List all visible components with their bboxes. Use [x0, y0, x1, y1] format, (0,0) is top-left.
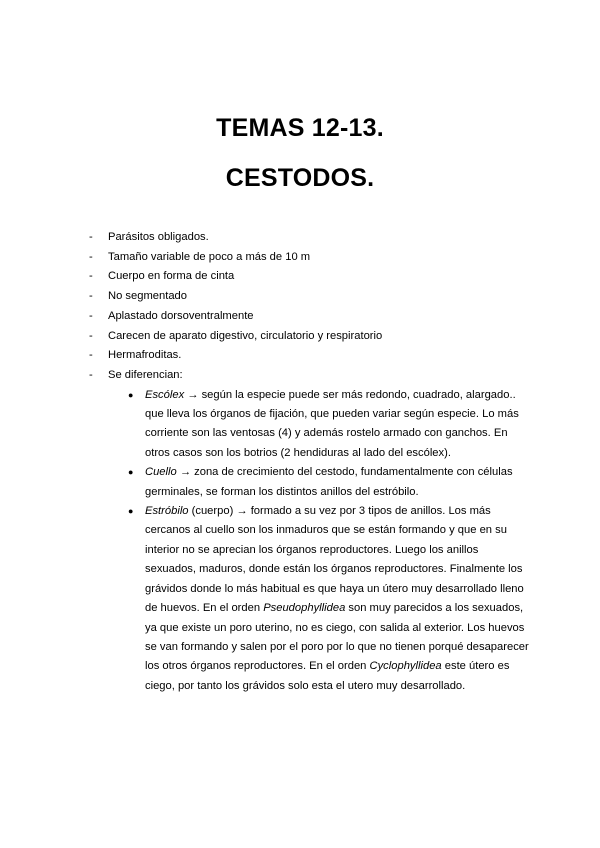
dash-marker: - — [89, 368, 93, 381]
characteristics-list — [89, 228, 529, 696]
bullet-icon: ● — [128, 506, 134, 517]
part-estrobilo — [128, 502, 529, 696]
list-item-text: Carecen de aparato digestivo, circulatorio y respiratorio — [108, 329, 383, 342]
cuello-description: → zona de crecimiento del cestodo, fundamentalmente con células germinales, se forman los distintos anillos del estróbilo. — [145, 466, 513, 498]
list-item — [89, 228, 529, 248]
dash-marker: - — [89, 329, 93, 342]
part-cuello — [128, 463, 529, 502]
dash-marker: - — [89, 349, 93, 362]
list-item — [89, 307, 529, 327]
order-pseudophyllidea: Pseudophyllidea — [263, 602, 346, 615]
page-title: TEMAS 12-13. — [216, 114, 384, 142]
estrobilo-description-3: este útero es ciego, por tanto los grávidos solo esta el utero muy desarrollado. — [145, 660, 510, 692]
escolex-description: → según la especie puede ser más redondo, cuadrado, alargado.. que lleva los órganos de fijación, que pueden variar según especie. Lo más corriente son las ventosas (4) y además rostelo armado con ganchos. En otros casos son los botrios (2 hendiduras al lado del escólex). — [145, 388, 519, 459]
list-item — [89, 248, 529, 268]
estrobilo-description-2: son muy parecidos a los sexuados, ya que existe un poro uterino, no es ciego, con salida al exterior. Los huevos se van formando y salen por el poro por lo que no tienen porqué desaparecer los otros órganos reproductores. En el orden — [145, 602, 529, 673]
list-item — [89, 327, 529, 347]
parts-list — [108, 386, 529, 697]
page-subtitle: CESTODOS. — [225, 164, 375, 192]
list-item-text: Parásitos obligados. — [108, 231, 209, 243]
list-item-text: Aplastado dorsoventralmente — [108, 309, 254, 322]
list-item-text: Cuerpo en forma de cinta — [108, 270, 235, 283]
order-cyclophyllidea: Cyclophyllidea — [369, 660, 442, 673]
dash-marker: - — [89, 290, 93, 303]
part-escolex — [128, 386, 529, 464]
list-item-text: No segmentado — [108, 290, 187, 303]
list-item — [89, 267, 529, 287]
dash-marker: - — [89, 250, 93, 263]
bullet-icon: ● — [128, 467, 134, 478]
dash-marker: - — [89, 270, 93, 283]
term-cuello: Cuello — [145, 466, 177, 479]
dash-marker: - — [89, 309, 93, 322]
list-item-text: Hermafroditas. — [108, 349, 182, 362]
list-item — [89, 366, 529, 696]
estrobilo-description-1: (cuerpo) → formado a su vez por 3 tipos de anillos. Los más cercanos al cuello son los inmaduros que se están formando y que en su interior no se aprecian los órganos reproductores. Luego los anillos sexuados, maduros, donde están los órganos reproductores. Finalmente los grávidos donde lo más habitual es que haya un útero muy desarrollado lleno de huevos. En el orden — [145, 505, 524, 615]
list-item-text: Se diferencian: — [108, 368, 183, 381]
list-item-text: Tamaño variable de poco a más de 10 m — [108, 250, 311, 263]
term-estrobilo: Estróbilo — [145, 505, 189, 518]
bullet-icon: ● — [128, 389, 134, 400]
list-item — [89, 287, 529, 307]
list-item — [89, 346, 529, 366]
dash-marker: - — [89, 231, 93, 243]
term-escolex: Escólex — [145, 388, 185, 401]
